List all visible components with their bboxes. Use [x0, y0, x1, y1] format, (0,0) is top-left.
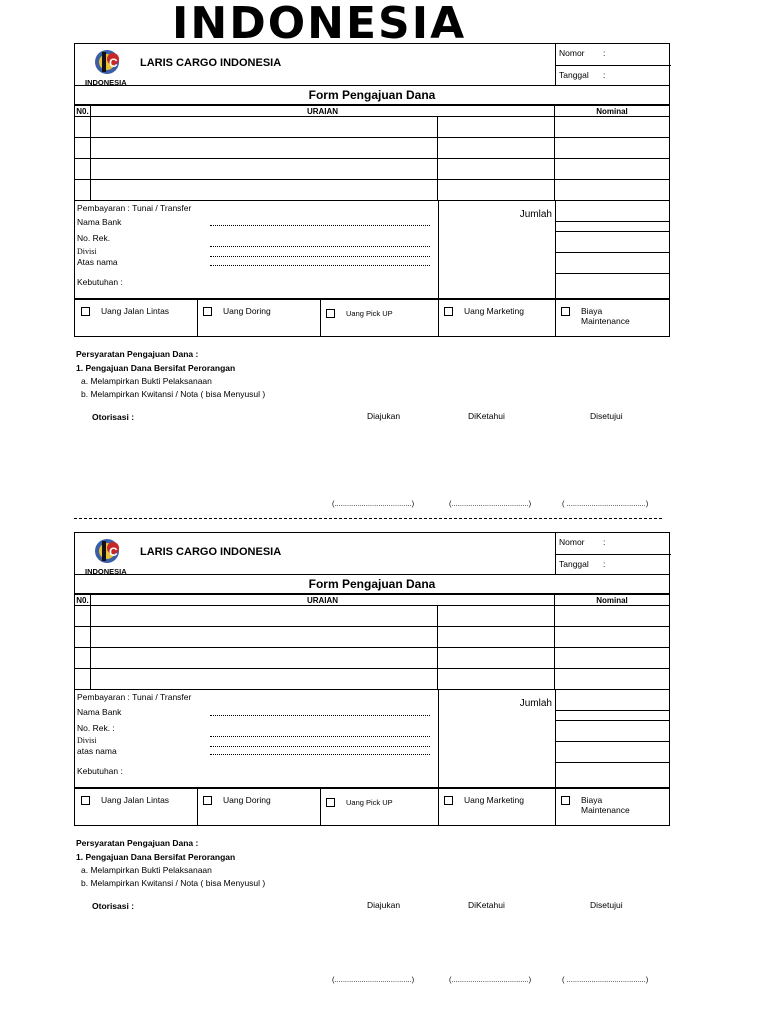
logo-caption: INDONESIA: [85, 567, 127, 576]
no-rek-field[interactable]: [210, 728, 430, 737]
company-logo: [89, 536, 129, 568]
option-uang-marketing[interactable]: Uang Marketing: [438, 300, 556, 336]
company-name: LARIS CARGO INDONESIA: [140, 546, 282, 558]
divisi-label: Divisi: [77, 247, 97, 256]
atas-nama-label: atas nama: [77, 746, 117, 756]
items-table: [74, 105, 670, 201]
checkbox-icon[interactable]: [203, 307, 212, 316]
signature-diketahui[interactable]: (.....................................): [449, 499, 532, 508]
jumlah-cells[interactable]: [555, 201, 670, 298]
form-header: [74, 532, 670, 575]
table-row[interactable]: [75, 138, 670, 159]
company-logo: [89, 47, 129, 79]
checkbox-icon[interactable]: [561, 307, 570, 316]
table-row[interactable]: [75, 159, 670, 180]
tanggal-label: Tanggal: [559, 70, 589, 80]
checkbox-icon[interactable]: [203, 796, 212, 805]
table-row[interactable]: [75, 117, 670, 138]
atas-nama-label: Atas nama: [77, 257, 118, 267]
otorisasi-label: Otorisasi :: [92, 412, 135, 422]
tanggal-field[interactable]: :: [603, 70, 606, 80]
requirement-b: b. Melampirkan Kwitansi / Nota ( bisa Menyusul ): [81, 878, 266, 888]
nomor-label: Nomor: [559, 48, 585, 58]
option-biaya-maintenance[interactable]: Biaya Maintenance: [555, 789, 669, 825]
col-uraian-header: URAIAN: [91, 106, 555, 117]
atas-nama-field[interactable]: [210, 746, 430, 755]
col-nominal-header: Nominal: [555, 595, 670, 606]
otorisasi-label: Otorisasi :: [92, 901, 135, 911]
table-row[interactable]: [75, 648, 670, 669]
col-nominal-header: Nominal: [555, 106, 670, 117]
diketahui-label: DiKetahui: [468, 900, 505, 910]
option-uang-jalan-lintas[interactable]: Uang Jalan Lintas: [75, 300, 198, 336]
form-title: Form Pengajuan Dana: [74, 575, 670, 594]
table-row[interactable]: [75, 180, 670, 201]
jumlah-cells[interactable]: [555, 690, 670, 787]
svg-text:C: C: [109, 545, 118, 559]
option-uang-marketing[interactable]: Uang Marketing: [438, 789, 556, 825]
col-uraian-header: URAIAN: [91, 595, 555, 606]
kebutuhan-label: Kebutuhan :: [77, 277, 123, 287]
payment-section: [74, 201, 670, 299]
signature-diajukan[interactable]: (.....................................): [332, 499, 415, 508]
divisi-label: Divisi: [77, 736, 97, 745]
diketahui-label: DiKetahui: [468, 411, 505, 421]
requirement-a: a. Melampirkan Bukti Pelaksanaan: [81, 376, 212, 386]
option-uang-doring[interactable]: Uang Doring: [197, 300, 321, 336]
option-biaya-maintenance[interactable]: Biaya Maintenance: [555, 300, 669, 336]
signature-disetujui[interactable]: ( ......................................): [562, 499, 649, 508]
checkbox-icon[interactable]: [326, 798, 335, 807]
signature-disetujui[interactable]: ( ......................................): [562, 975, 649, 984]
payment-section: [74, 690, 670, 788]
checkbox-icon[interactable]: [81, 796, 90, 805]
table-row[interactable]: [75, 627, 670, 648]
option-uang-jalan-lintas[interactable]: Uang Jalan Lintas: [75, 789, 198, 825]
nama-bank-field[interactable]: [210, 217, 430, 226]
requirement-a: a. Melampirkan Bukti Pelaksanaan: [81, 865, 212, 875]
signature-diketahui[interactable]: (.....................................): [449, 975, 532, 984]
banner-title: INDONESIA: [172, 0, 467, 49]
col-no-header: N0.: [76, 595, 89, 605]
signature-diajukan[interactable]: (.....................................): [332, 975, 415, 984]
option-uang-pick-up[interactable]: Uang Pick UP: [320, 300, 439, 336]
nomor-field[interactable]: :: [603, 537, 606, 547]
col-no-header: N0.: [76, 106, 89, 116]
options-row: [74, 299, 670, 337]
company-name: LARIS CARGO INDONESIA: [140, 57, 282, 69]
svg-text:C: C: [109, 56, 118, 70]
diajukan-label: Diajukan: [367, 900, 401, 910]
no-rek-label: No. Rek. :: [77, 723, 115, 733]
form-header: [74, 43, 670, 86]
table-row[interactable]: [75, 606, 670, 627]
pembayaran-label: Pembayaran : Tunai / Transfer: [77, 692, 192, 702]
divisi-field[interactable]: [210, 248, 430, 257]
jumlah-label: Jumlah: [519, 209, 552, 220]
nomor-field[interactable]: :: [603, 48, 606, 58]
no-rek-label: No. Rek.: [77, 233, 111, 243]
nomor-label: Nomor: [559, 537, 585, 547]
checkbox-icon[interactable]: [561, 796, 570, 805]
form-title: Form Pengajuan Dana: [74, 86, 670, 105]
option-uang-doring[interactable]: Uang Doring: [197, 789, 321, 825]
requirement-b: b. Melampirkan Kwitansi / Nota ( bisa Menyusul ): [81, 389, 266, 399]
jumlah-label: Jumlah: [519, 698, 552, 709]
no-rek-field[interactable]: [210, 238, 430, 247]
tanggal-label: Tanggal: [559, 559, 589, 569]
requirements-title: Persyaratan Pengajuan Dana :: [76, 838, 199, 848]
atas-nama-field[interactable]: [210, 257, 430, 266]
pembayaran-label: Pembayaran : Tunai / Transfer: [77, 203, 192, 213]
table-row[interactable]: [75, 669, 670, 690]
options-row: [74, 788, 670, 826]
option-uang-pick-up[interactable]: Uang Pick UP: [320, 789, 439, 825]
checkbox-icon[interactable]: [444, 796, 453, 805]
disetujui-label: Disetujui: [590, 411, 623, 421]
kebutuhan-label: Kebutuhan :: [77, 766, 123, 776]
nama-bank-label: Nama Bank: [77, 707, 122, 717]
items-table: [74, 594, 670, 690]
requirement-1: 1. Pengajuan Dana Bersifat Perorangan: [76, 363, 236, 373]
logo-caption: INDONESIA: [85, 78, 127, 87]
requirement-1: 1. Pengajuan Dana Bersifat Perorangan: [76, 852, 236, 862]
cut-line-divider: [74, 518, 662, 519]
requirements-title: Persyaratan Pengajuan Dana :: [76, 349, 199, 359]
disetujui-label: Disetujui: [590, 900, 623, 910]
checkbox-icon[interactable]: [81, 307, 90, 316]
nama-bank-label: Nama Bank: [77, 217, 122, 227]
checkbox-icon[interactable]: [326, 309, 335, 318]
meta-box: [555, 44, 671, 86]
tanggal-field[interactable]: :: [603, 559, 606, 569]
diajukan-label: Diajukan: [367, 411, 401, 421]
checkbox-icon[interactable]: [444, 307, 453, 316]
nama-bank-field[interactable]: [210, 707, 430, 716]
meta-box: [555, 533, 671, 575]
